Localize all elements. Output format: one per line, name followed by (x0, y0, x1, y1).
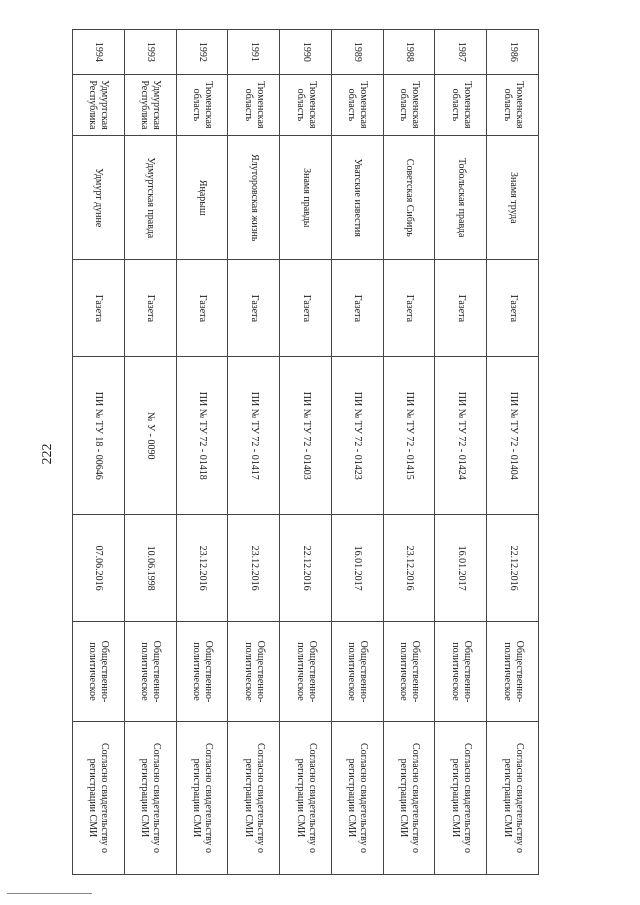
cell-number: 1987 (435, 30, 487, 75)
cell-name: Удмурт дунне (73, 136, 125, 260)
cell-specialization: Общественно-политическое (383, 622, 435, 722)
cell-region: Тюменская область (383, 74, 435, 135)
cell-type: Газета (176, 260, 228, 357)
cell-territory: Согласно свидетельству о регистрации СМИ (331, 721, 383, 874)
cell-license: ПИ № ТУ 72 - 01415 (383, 357, 435, 515)
cell-date: 07.06.2016 (73, 515, 125, 622)
cell-region: Удмуртская Республика (124, 74, 176, 135)
cell-name: Советская Сибирь (383, 136, 435, 260)
cell-license: ПИ № ТУ 72 - 01424 (435, 357, 487, 515)
cell-territory: Согласно свидетельству о регистрации СМИ (73, 721, 125, 874)
cell-region: Тюменская область (280, 74, 332, 135)
cell-specialization: Общественно-политическое (487, 622, 539, 722)
cell-name: Яңарыш (176, 136, 228, 260)
table-container (72, 29, 539, 875)
cell-number: 1993 (124, 30, 176, 75)
cell-date: 23.12.2016 (176, 515, 228, 622)
cell-region: Тюменская область (228, 74, 280, 135)
cell-date: 22.12.2016 (280, 515, 332, 622)
cell-region: Тюменская область (331, 74, 383, 135)
cell-number: 1988 (383, 30, 435, 75)
cell-type: Газета (73, 260, 125, 357)
cell-specialization: Общественно-политическое (176, 622, 228, 722)
cell-region: Тюменская область (435, 74, 487, 135)
cell-type: Газета (383, 260, 435, 357)
table-row (280, 30, 332, 875)
cell-license: ПИ № ТУ 72 - 01403 (280, 357, 332, 515)
table-row (176, 30, 228, 875)
cell-license: ПИ № ТУ 18 - 00646 (73, 357, 125, 515)
cell-specialization: Общественно-политическое (228, 622, 280, 722)
cell-type: Газета (487, 260, 539, 357)
cell-date: 10.06.1998 (124, 515, 176, 622)
cell-region: Тюменская область (176, 74, 228, 135)
cell-license: ПИ № ТУ 72 - 01417 (228, 357, 280, 515)
table-row (383, 30, 435, 875)
cell-type: Газета (331, 260, 383, 357)
cell-territory: Согласно свидетельству о регистрации СМИ (487, 721, 539, 874)
cell-type: Газета (228, 260, 280, 357)
table-row (435, 30, 487, 875)
table-row (124, 30, 176, 875)
cell-number: 1994 (73, 30, 125, 75)
cell-territory: Согласно свидетельству о регистрации СМИ (435, 721, 487, 874)
cell-number: 1992 (176, 30, 228, 75)
table-row (228, 30, 280, 875)
cell-specialization: Общественно-политическое (435, 622, 487, 722)
cell-date: 16.01.2017 (435, 515, 487, 622)
cell-license: ПИ № ТУ 72 - 01423 (331, 357, 383, 515)
cell-type: Газета (280, 260, 332, 357)
cell-date: 16.01.2017 (331, 515, 383, 622)
cell-date: 23.12.2016 (383, 515, 435, 622)
cell-name: Знамя труда (487, 136, 539, 260)
table-row (73, 30, 125, 875)
table-row (487, 30, 539, 875)
cell-type: Газета (435, 260, 487, 357)
rotated-table-wrapper (72, 29, 539, 875)
cell-date: 22.12.2016 (487, 515, 539, 622)
table-row (331, 30, 383, 875)
cell-license: ПИ № ТУ 72 - 01418 (176, 357, 228, 515)
media-registry-table (72, 29, 539, 875)
cell-type: Газета (124, 260, 176, 357)
cell-region: Тюменская область (487, 74, 539, 135)
cell-territory: Согласно свидетельству о регистрации СМИ (228, 721, 280, 874)
cell-specialization: Общественно-политическое (124, 622, 176, 722)
cell-territory: Согласно свидетельству о регистрации СМИ (280, 721, 332, 874)
cell-number: 1991 (228, 30, 280, 75)
cell-name: Уватские известия (331, 136, 383, 260)
cell-license: № У - 0090 (124, 357, 176, 515)
page-number: 222 (40, 443, 55, 465)
cell-license: ПИ № ТУ 72 - 01404 (487, 357, 539, 515)
table-body (73, 30, 539, 875)
footnote-separator (7, 893, 92, 894)
cell-territory: Согласно свидетельству о регистрации СМИ (176, 721, 228, 874)
cell-territory: Согласно свидетельству о регистрации СМИ (383, 721, 435, 874)
cell-name: Удмуртская правда (124, 136, 176, 260)
cell-territory: Согласно свидетельству о регистрации СМИ (124, 721, 176, 874)
cell-number: 1989 (331, 30, 383, 75)
cell-name: Ялуторовская жизнь (228, 136, 280, 260)
cell-name: Знамя правды (280, 136, 332, 260)
cell-specialization: Общественно-политическое (331, 622, 383, 722)
cell-number: 1990 (280, 30, 332, 75)
cell-name: Тобольская правда (435, 136, 487, 260)
cell-date: 23.12.2016 (228, 515, 280, 622)
cell-specialization: Общественно-политическое (280, 622, 332, 722)
cell-specialization: Общественно-политическое (73, 622, 125, 722)
cell-number: 1986 (487, 30, 539, 75)
cell-region: Удмуртская Республика (73, 74, 125, 135)
